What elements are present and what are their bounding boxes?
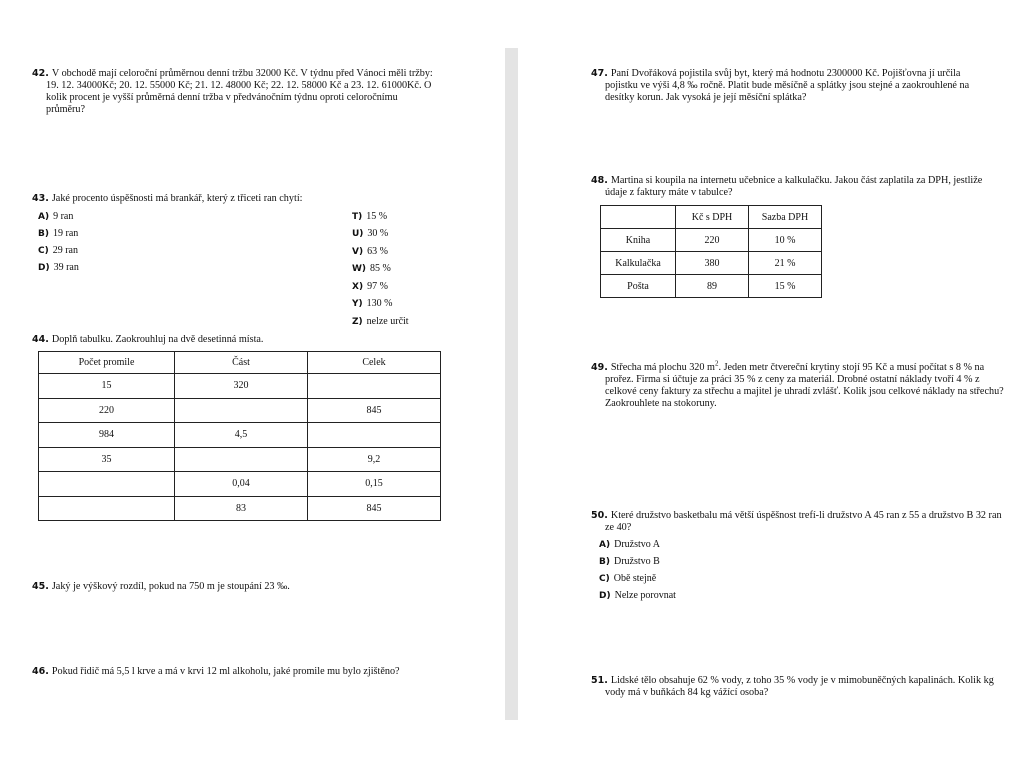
table-cell xyxy=(175,398,308,423)
question-42 xyxy=(32,68,436,116)
table-cell: 21 % xyxy=(749,252,822,275)
column-header: Celek xyxy=(308,352,441,374)
left-page xyxy=(0,0,505,768)
question-number: 48. xyxy=(591,175,608,186)
option-t: T) 15 % xyxy=(352,211,388,222)
table-cell: Kniha xyxy=(601,229,676,252)
right-page xyxy=(518,0,1024,768)
table-row xyxy=(601,275,822,298)
table-cell: 845 xyxy=(308,496,441,521)
question-44 xyxy=(32,334,472,346)
option-b: B) 19 ran xyxy=(38,228,79,239)
table-cell: 9,2 xyxy=(308,447,441,472)
question-text: Jaké procento úspěšnosti má brankář, který z třiceti ran chytí: xyxy=(51,193,303,204)
option-d: D) Nelze porovnat xyxy=(599,590,676,601)
question-number: 46. xyxy=(32,666,49,677)
table-row xyxy=(39,398,441,423)
table-cell xyxy=(308,423,441,448)
vat-table xyxy=(600,205,822,298)
question-number: 47. xyxy=(591,68,608,79)
question-50 xyxy=(591,510,1010,534)
question-43 xyxy=(32,193,472,205)
question-number: 45. xyxy=(32,581,49,592)
question-49 xyxy=(591,359,1005,410)
question-text: V obchodě mají celoroční průměrnou denní tržbu 32000 Kč. V týdnu před Vánoci měli tržby: 19. 12. 34000Kč; 20. 12. 55000 Kč; 21. 12. 48000 Kč; 22. 12. 58000 Kč a 23. 12. 61000Kč. O kolik procent je vyšší průměrná denní tržba v předvánočním týdnu oproti celoročnímu průměru? xyxy=(46,68,433,115)
option-y: Y) 130 % xyxy=(352,298,393,309)
question-number: 43. xyxy=(32,193,49,204)
question-number: 51. xyxy=(591,675,608,686)
option-x: X) 97 % xyxy=(352,281,388,292)
table-cell: 220 xyxy=(676,229,749,252)
question-47 xyxy=(591,68,985,104)
column-header: Část xyxy=(175,352,308,374)
question-text: Doplň tabulku. Zaokrouhluj na dvě desetinná místa. xyxy=(51,334,264,345)
question-number: 42. xyxy=(32,68,49,79)
option-w: W) 85 % xyxy=(352,263,391,274)
option-b: B) Družstvo B xyxy=(599,556,660,567)
question-45 xyxy=(32,581,472,593)
option-z: Z) nelze určit xyxy=(352,316,409,327)
page-gutter xyxy=(505,48,518,720)
option-v: V) 63 % xyxy=(352,246,388,257)
column-header: Sazba DPH xyxy=(749,206,822,229)
option-a: A) 9 ran xyxy=(38,211,74,222)
table-cell xyxy=(308,374,441,399)
option-u: U) 30 % xyxy=(352,228,389,239)
table-cell: 984 xyxy=(39,423,175,448)
table-cell: 0,15 xyxy=(308,472,441,497)
table-cell: Kalkulačka xyxy=(601,252,676,275)
option-c: C) Obě stejně xyxy=(599,573,657,584)
column-header: Kč s DPH xyxy=(676,206,749,229)
question-number: 44. xyxy=(32,334,49,345)
table-cell: 380 xyxy=(676,252,749,275)
question-text: Martina si koupila na internetu učebnice a kalkulačku. Jakou část zaplatila za DPH, jestliže údaje z faktury máte v tabulce? xyxy=(605,175,983,198)
table-cell: 845 xyxy=(308,398,441,423)
option-a: A) Družstvo A xyxy=(599,539,660,550)
question-48 xyxy=(591,175,1005,199)
table-header-row xyxy=(39,352,441,374)
table-cell: 10 % xyxy=(749,229,822,252)
table-row xyxy=(601,252,822,275)
column-header xyxy=(601,206,676,229)
table-cell: 15 % xyxy=(749,275,822,298)
question-number: 50. xyxy=(591,510,608,521)
table-row xyxy=(39,447,441,472)
table-cell: Pošta xyxy=(601,275,676,298)
table-row xyxy=(39,472,441,497)
table-cell xyxy=(39,472,175,497)
table-cell xyxy=(175,447,308,472)
table-row xyxy=(39,423,441,448)
question-text: Paní Dvořáková pojistila svůj byt, který má hodnotu 2300000 Kč. Pojišťovna jí určila pojistku ve výši 4,8 ‰ ročně. Platit bude měsíčně a splátky jsou stejné a zaokrouhlené na desítky korun. Jak vysoká je její měsíční splátka? xyxy=(605,68,970,103)
table-cell: 0,04 xyxy=(175,472,308,497)
table-cell: 35 xyxy=(39,447,175,472)
question-51 xyxy=(591,675,1010,699)
question-text: Pokud řidič má 5,5 l krve a má v krvi 12 ml alkoholu, jaké promile mu bylo zjištěno? xyxy=(51,666,400,677)
table-row xyxy=(39,496,441,521)
table-row xyxy=(601,229,822,252)
option-c: C) 29 ran xyxy=(38,245,78,256)
table-row xyxy=(39,374,441,399)
question-text: Střecha má plochu 320 $m^2$. Jeden metr čtvereční krytiny stojí 95 Kč a musí počítat s 8 % na prořez. Firma si účtuje za práci 35 % z ceny za materiál. Drobné ostatní náklady tvoří 4 % z celkové ceny faktury za střechu a majitel je uhradí zvlášť. Kolik jsou celkové náklady na střechu? Zaokrouhlete na stokoruny. xyxy=(605,359,1004,409)
table-header-row xyxy=(601,206,822,229)
table-cell: 15 xyxy=(39,374,175,399)
question-number: 49. xyxy=(591,362,608,373)
column-header: Počet promile xyxy=(39,352,175,374)
table-cell: 220 xyxy=(39,398,175,423)
question-text: Lidské tělo obsahuje 62 % vody, z toho 35 % vody je v mimobuněčných kapalinách. Kolik kg vody má v buňkách 84 kg vážící osoba? xyxy=(605,675,994,698)
table-cell: 89 xyxy=(676,275,749,298)
option-d: D) 39 ran xyxy=(38,262,79,273)
table-cell: 83 xyxy=(175,496,308,521)
percent-table xyxy=(38,351,441,521)
question-text: Které družstvo basketbalu má větší úspěšnost trefí-li družstvo A 45 ran z 55 a družstvo B 32 ran ze 40? xyxy=(605,510,1002,533)
question-text: Jaký je výškový rozdíl, pokud na 750 m je stoupání 23 ‰. xyxy=(51,581,290,592)
question-46 xyxy=(32,666,472,678)
table-cell: 320 xyxy=(175,374,308,399)
table-cell xyxy=(39,496,175,521)
table-cell: 4,5 xyxy=(175,423,308,448)
